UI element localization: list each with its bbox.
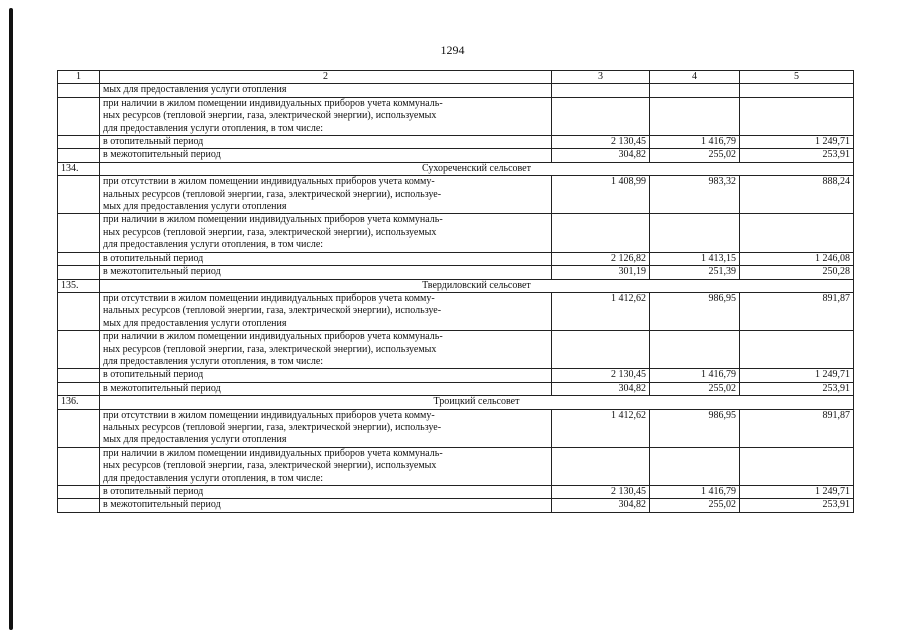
row-number-cell (58, 369, 100, 382)
table-row (58, 382, 854, 395)
value-col-5: 891,87 (740, 409, 854, 447)
description-line: в межотопительный период (103, 499, 221, 511)
description-line: для предоставления услуги отопления, в том числе: (103, 355, 324, 367)
value-col-4: 255,02 (650, 149, 740, 162)
value-col-3 (552, 447, 650, 485)
table-row (58, 214, 854, 252)
description-cell (100, 266, 552, 279)
section-title: Твердиловский сельсовет (100, 279, 854, 292)
description-cell (100, 176, 552, 214)
description-cell (100, 292, 552, 330)
description-cell (100, 84, 552, 97)
value-col-4: 1 416,79 (650, 369, 740, 382)
description-line: нальных ресурсов (тепловой энергии, газа, электрической энергии), используе- (103, 305, 442, 317)
value-col-3: 2 130,45 (552, 369, 650, 382)
value-col-5: 1 249,71 (740, 486, 854, 499)
header-col-2: 2 (100, 71, 552, 84)
value-col-4: 1 416,79 (650, 136, 740, 149)
row-number-cell (58, 266, 100, 279)
description-cell (100, 331, 552, 369)
table-row (58, 149, 854, 162)
value-col-5 (740, 447, 854, 485)
table-row (58, 486, 854, 499)
table-row (58, 369, 854, 382)
row-number-cell (58, 176, 100, 214)
value-col-4: 1 413,15 (650, 252, 740, 265)
table-row (58, 331, 854, 369)
value-col-5 (740, 84, 854, 97)
value-col-3: 1 412,62 (552, 292, 650, 330)
table-body (58, 84, 854, 512)
tariff-table (57, 70, 854, 513)
description-line: при наличии в жилом помещении индивидуальных приборов учета коммуналь- (103, 447, 443, 459)
description-cell (100, 409, 552, 447)
value-col-4: 1 416,79 (650, 486, 740, 499)
value-col-5: 1 249,71 (740, 136, 854, 149)
table-row (58, 447, 854, 485)
value-col-3: 2 130,45 (552, 486, 650, 499)
description-line: в отопительный период (103, 369, 204, 381)
value-col-3 (552, 331, 650, 369)
value-col-4 (650, 447, 740, 485)
value-col-4 (650, 84, 740, 97)
row-number-cell (58, 292, 100, 330)
description-cell (100, 214, 552, 252)
value-col-5: 1 246,08 (740, 252, 854, 265)
value-col-3: 301,19 (552, 266, 650, 279)
description-line: мых для предоставления услуги отопления (103, 201, 287, 213)
description-line: при отсутствии в жилом помещении индивидуальных приборов учета комму- (103, 409, 435, 421)
description-cell (100, 149, 552, 162)
value-col-4 (650, 331, 740, 369)
value-col-4 (650, 97, 740, 135)
value-col-3: 2 130,45 (552, 136, 650, 149)
description-line: мых для предоставления услуги отопления (103, 317, 287, 329)
header-col-5: 5 (740, 71, 854, 84)
page-number: 1294 (440, 43, 465, 57)
description-line: в межотопительный период (103, 266, 221, 278)
value-col-3: 304,82 (552, 149, 650, 162)
description-line: при наличии в жилом помещении индивидуальных приборов учета коммуналь- (103, 214, 443, 226)
value-col-3 (552, 97, 650, 135)
header-col-4: 4 (650, 71, 740, 84)
row-number-cell (58, 214, 100, 252)
row-number-cell (58, 84, 100, 97)
description-cell (100, 136, 552, 149)
value-col-4: 255,02 (650, 382, 740, 395)
row-number-cell (58, 97, 100, 135)
section-row (58, 279, 854, 292)
table-row (58, 97, 854, 135)
row-number-cell (58, 382, 100, 395)
value-col-3: 2 126,82 (552, 252, 650, 265)
row-number-cell (58, 447, 100, 485)
table-row (58, 266, 854, 279)
value-col-5: 253,91 (740, 499, 854, 512)
description-line: при отсутствии в жилом помещении индивидуальных приборов учета комму- (103, 176, 435, 188)
value-col-5 (740, 97, 854, 135)
description-line: нальных ресурсов (тепловой энергии, газа, электрической энергии), используе- (103, 421, 442, 433)
description-line: мых для предоставления услуги отопления (103, 84, 287, 96)
table-row (58, 84, 854, 97)
value-col-5: 888,24 (740, 176, 854, 214)
description-line: при наличии в жилом помещении индивидуальных приборов учета коммуналь- (103, 331, 443, 343)
value-col-5: 253,91 (740, 382, 854, 395)
description-line: в межотопительный период (103, 382, 221, 394)
section-title: Троицкий сельсовет (100, 396, 854, 409)
description-line: для предоставления услуги отопления, в том числе: (103, 122, 324, 134)
section-number: 136. (58, 396, 100, 409)
row-number-cell (58, 486, 100, 499)
description-cell (100, 499, 552, 512)
description-line: для предоставления услуги отопления, в том числе: (103, 239, 324, 251)
value-col-4: 983,32 (650, 176, 740, 214)
value-col-3 (552, 214, 650, 252)
table-row (58, 252, 854, 265)
value-col-5: 891,87 (740, 292, 854, 330)
row-number-cell (58, 331, 100, 369)
value-col-5: 1 249,71 (740, 369, 854, 382)
value-col-3: 1 408,99 (552, 176, 650, 214)
table-row (58, 409, 854, 447)
binding-edge-mark (9, 8, 13, 630)
description-cell (100, 97, 552, 135)
row-number-cell (58, 499, 100, 512)
description-line: нальных ресурсов (тепловой энергии, газа, электрической энергии), используе- (103, 188, 442, 200)
description-line: в отопительный период (103, 252, 204, 264)
value-col-4: 986,95 (650, 292, 740, 330)
description-line: для предоставления услуги отопления, в том числе: (103, 472, 324, 484)
description-line: в межотопительный период (103, 149, 221, 161)
value-col-3: 304,82 (552, 382, 650, 395)
section-row (58, 396, 854, 409)
section-row (58, 162, 854, 175)
description-cell (100, 382, 552, 395)
header-row (58, 71, 854, 84)
header-col-1: 1 (58, 71, 100, 84)
value-col-3: 1 412,62 (552, 409, 650, 447)
value-col-3 (552, 84, 650, 97)
row-number-cell (58, 252, 100, 265)
description-line: ных ресурсов (тепловой энергии, газа, электрической энергии), используемых (103, 460, 437, 472)
value-col-4: 986,95 (650, 409, 740, 447)
value-col-4 (650, 214, 740, 252)
row-number-cell (58, 409, 100, 447)
value-col-4: 251,39 (650, 266, 740, 279)
header-col-3: 3 (552, 71, 650, 84)
table-row (58, 136, 854, 149)
value-col-5: 250,28 (740, 266, 854, 279)
value-col-5 (740, 214, 854, 252)
value-col-4: 255,02 (650, 499, 740, 512)
description-cell (100, 369, 552, 382)
table-row (58, 292, 854, 330)
description-line: мых для предоставления услуги отопления (103, 434, 287, 446)
table-row (58, 499, 854, 512)
description-line: в отопительный период (103, 136, 204, 148)
section-title: Сухореченский сельсовет (100, 162, 854, 175)
value-col-3: 304,82 (552, 499, 650, 512)
description-line: ных ресурсов (тепловой энергии, газа, электрической энергии), используемых (103, 110, 437, 122)
row-number-cell (58, 149, 100, 162)
row-number-cell (58, 136, 100, 149)
table-row (58, 176, 854, 214)
value-col-5: 253,91 (740, 149, 854, 162)
value-col-5 (740, 331, 854, 369)
description-cell (100, 447, 552, 485)
description-cell (100, 252, 552, 265)
description-line: при отсутствии в жилом помещении индивидуальных приборов учета комму- (103, 292, 435, 304)
description-line: ных ресурсов (тепловой энергии, газа, электрической энергии), используемых (103, 226, 437, 238)
description-line: в отопительный период (103, 486, 204, 497)
section-number: 134. (58, 162, 100, 175)
section-number: 135. (58, 279, 100, 292)
description-line: ных ресурсов (тепловой энергии, газа, электрической энергии), используемых (103, 343, 437, 355)
description-cell (100, 486, 552, 499)
description-line: при наличии в жилом помещении индивидуальных приборов учета коммуналь- (103, 97, 443, 109)
